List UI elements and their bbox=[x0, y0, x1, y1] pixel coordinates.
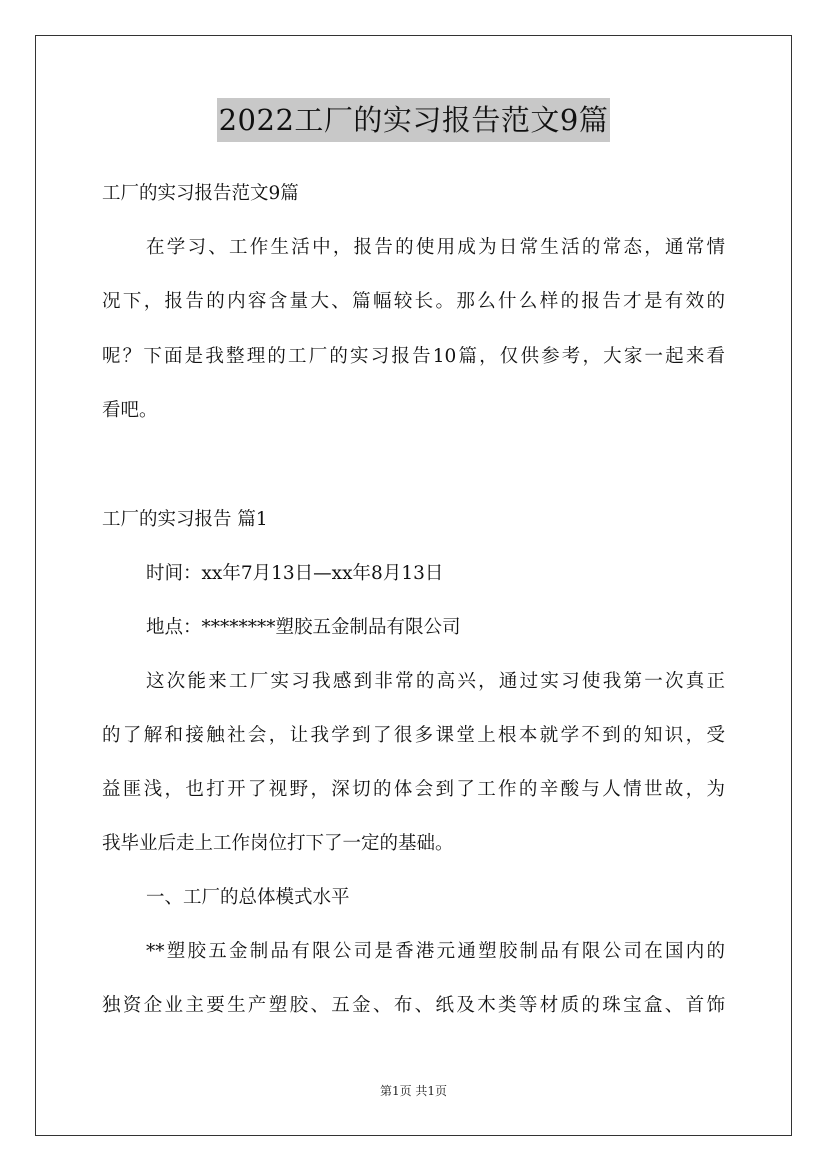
paragraph1-line-4: 我毕业后走上工作岗位打下了一定的基础。 bbox=[102, 833, 454, 854]
intro-line-4: 看吧。 bbox=[102, 400, 158, 421]
document-subtitle: 工厂的实习报告范文9篇 bbox=[102, 183, 299, 204]
page-footer: 第1页 共1页 bbox=[379, 1084, 448, 1098]
paragraph2-line-2: 独资企业主要生产塑胶、五金、布、纸及木类等材质的珠宝盒、首饰 bbox=[102, 995, 725, 1016]
intro-line-3: 呢？下面是我整理的工厂的实习报告10篇，仅供参考，大家一起来看 bbox=[102, 346, 725, 367]
subheading-1: 一、工厂的总体模式水平 bbox=[146, 887, 350, 908]
place-line: 地点：********塑胶五金制品有限公司 bbox=[146, 617, 461, 638]
paragraph2-line-1: **塑胶五金制品有限公司是香港元通塑胶制品有限公司在国内的 bbox=[146, 941, 725, 962]
paragraph1-line-3: 益匪浅，也打开了视野，深切的体会到了工作的辛酸与人情世故，为 bbox=[102, 779, 725, 800]
time-line: 时间：xx年7月13日—xx年8月13日 bbox=[146, 563, 444, 584]
intro-line-1: 在学习、工作生活中，报告的使用成为日常生活的常态，通常情 bbox=[146, 237, 725, 258]
section-heading: 工厂的实习报告 篇1 bbox=[102, 509, 268, 530]
document-title: 2022工厂的实习报告范文9篇 bbox=[217, 98, 611, 142]
intro-line-2: 况下，报告的内容含量大、篇幅较长。那么什么样的报告才是有效的 bbox=[102, 291, 725, 312]
title-container bbox=[0, 98, 827, 142]
paragraph1-line-1: 这次能来工厂实习我感到非常的高兴，通过实习使我第一次真正 bbox=[146, 671, 725, 692]
paragraph1-line-2: 的了解和接触社会，让我学到了很多课堂上根本就学不到的知识，受 bbox=[102, 725, 725, 746]
